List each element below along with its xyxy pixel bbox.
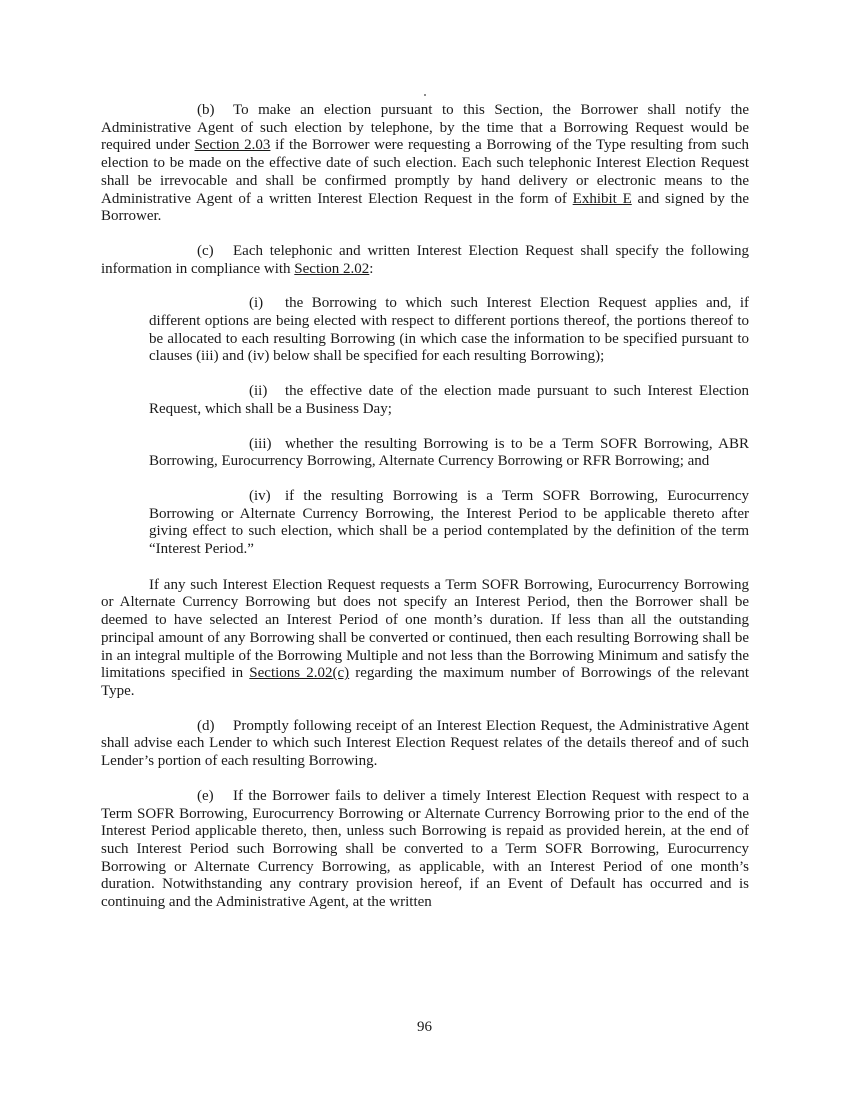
clause-iv-label: (iv) (249, 487, 271, 504)
paragraph-d-text: Promptly following receipt of an Interest Election Request, the Administrative Agent shall advise each Lender to which such Interest Election Request relates of the details thereof and of such Lender’s portion of each resulting Borrowing. (101, 717, 749, 770)
paragraph-if-text-2: regarding the maximum number of Borrowings of the relevant Type. (101, 665, 749, 699)
page-number: 96 (417, 1019, 432, 1035)
paragraph-d (101, 718, 749, 771)
paragraph-c-text-1: Each telephonic and written Interest Election Request shall specify the following information in compliance with (101, 242, 749, 277)
clause-iii-label: (iii) (249, 435, 272, 452)
clause-ii-label: (ii) (249, 383, 268, 400)
clause-i-text: the Borrowing to which such Interest Election Request applies and, if different options are being elected with respect to different portions thereof, the portions thereof to be allocated to each resulting Borrowing (in which case the information to be specified pursuant to clauses (iii) and (iv) below shall be specified for each resulting Borrowing); (149, 295, 749, 365)
clause-iii (149, 436, 749, 471)
paragraph-if-text-1: If any such Interest Election Request requests a Term SOFR Borrowing, Eurocurrency Borrowing or Alternate Currency Borrowing but does not specify an Interest Period, then the Borrower shall be deemed to have selected an Interest Period of one month’s duration. If less than all the outstanding principal amount of any Borrowing shall be converted or continued, then each resulting Borrowing shall be in an integral multiple of the Borrowing Multiple and not less than the Borrowing Minimum and satisfy the limitations specified in (101, 576, 749, 682)
clause-iv (149, 488, 749, 559)
paragraph-b-text-1: To make an election pursuant to this Section, the Borrower shall notify the Administrative Agent of such election by telephone, by the time that a Borrowing Request would be required under (101, 102, 749, 154)
exhibit-e-reference: Exhibit E (572, 190, 632, 207)
paragraph-unspecified-interest-period (101, 577, 749, 701)
scan-dot (424, 94, 426, 96)
section-2-02-reference: Section 2.02 (294, 260, 370, 277)
sections-2-02c-reference: Sections 2.02(c) (249, 665, 350, 682)
paragraph-b-text-2: if the Borrower were requesting a Borrowing of the Type resulting from such election to be made on the effective date of such election. Each such telephonic Interest Election Request shall be irrevocable and shall be confirmed promptly by hand delivery or electronic means to the Administrative Agent of a written Interest Election Request in the form of (101, 137, 750, 207)
paragraph-e-text: If the Borrower fails to deliver a timely Interest Election Request with respect to a Term SOFR Borrowing, Eurocurrency Borrowing or Alternate Currency Borrowing prior to the end of the Interest Period applicable thereto, then, unless such Borrowing is repaid as provided herein, at the end of such Interest Period such Borrowing shall be converted to a Term SOFR Borrowing, Eurocurrency Borrowing or Alternate Currency Borrowing, as applicable, with an Interest Period of one month’s duration. Notwithstanding any contrary provision hereof, if an Event of Default has occurred and is continuing and the Administrative Agent, at the written (101, 787, 749, 911)
clause-i-label: (i) (249, 295, 264, 312)
clause-ii (149, 383, 749, 418)
paragraph-b-label: (b) (197, 102, 215, 118)
paragraph-e-label: (e) (197, 787, 214, 804)
document-body (101, 102, 749, 929)
paragraph-d-label: (d) (197, 717, 215, 734)
paragraph-b-text-3: and signed by the Borrower. (101, 190, 749, 225)
clause-iii-text: whether the resulting Borrowing is to be a Term SOFR Borrowing, ABR Borrowing, Eurocurrency Borrowing, Alternate Currency Borrowing or RFR Borrowing; and (149, 435, 749, 470)
paragraph-c-text-2: : (369, 260, 374, 277)
section-2-03-reference: Section 2.03 (194, 137, 271, 154)
paragraph-c-label: (c) (197, 242, 214, 259)
paragraph-b (101, 102, 749, 226)
paragraph-e (101, 788, 749, 912)
clause-i (149, 295, 749, 366)
clause-ii-text: the effective date of the election made pursuant to such Interest Election Request, which shall be a Business Day; (149, 383, 749, 417)
paragraph-c (101, 243, 749, 278)
clause-iv-text: if the resulting Borrowing is a Term SOFR Borrowing, Eurocurrency Borrowing or Alternate Currency Borrowing, the Interest Period to be applicable thereto after giving effect to such election, which shall be a period contemplated by the definition of the term “Interest Period.” (149, 487, 749, 558)
